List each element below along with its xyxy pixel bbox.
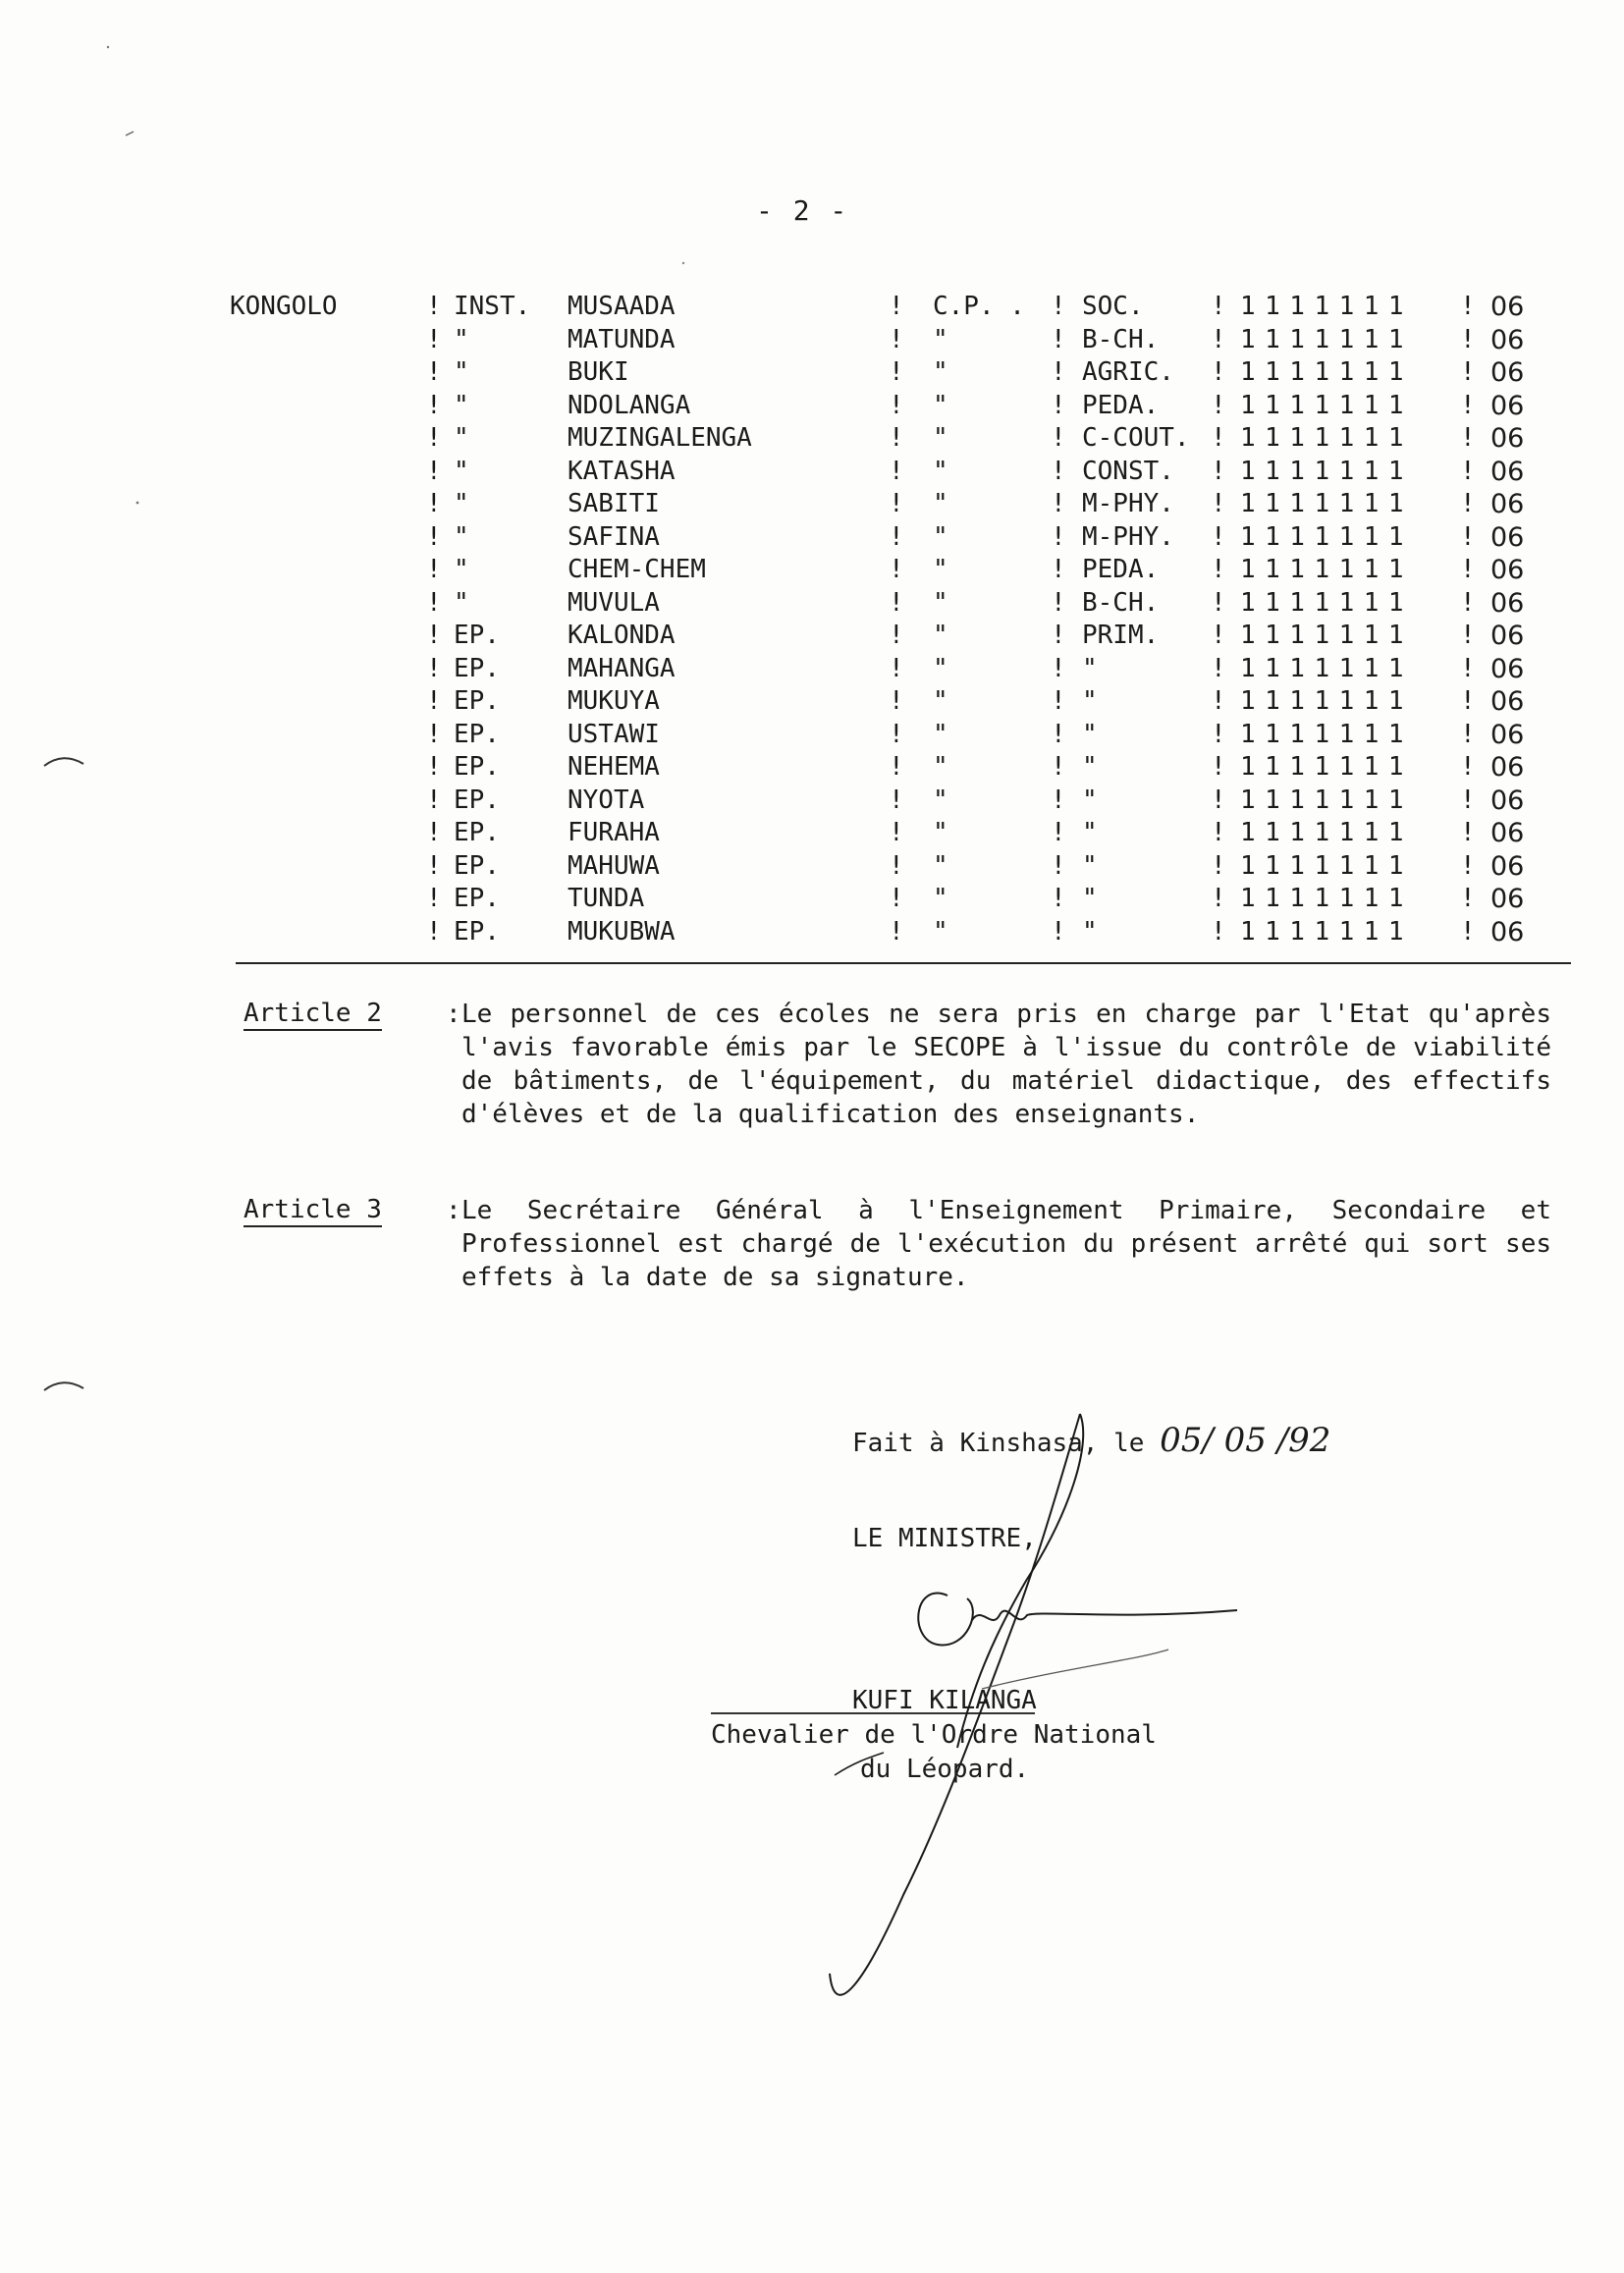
district-cell: KONGOLO (230, 292, 338, 321)
separator-cell: ! (1051, 916, 1066, 947)
school-type-cell: " (454, 324, 469, 354)
handwritten-date: 05/ 05 /92 (1160, 1421, 1331, 1460)
separator-cell: ! (426, 423, 442, 453)
article-2-separator: : (446, 1000, 461, 1029)
class-counts-cell: 1111111 (1240, 653, 1414, 683)
separator-cell: ! (1460, 456, 1476, 486)
separator-cell: ! (1211, 850, 1226, 881)
school-name-cell: MUZINGALENGA (568, 423, 752, 453)
total-cell: 06 (1490, 686, 1525, 717)
total-cell: 06 (1490, 850, 1525, 882)
regime-cell: " (933, 489, 948, 518)
school-name-cell: USTAWI (568, 719, 660, 749)
separator-cell: ! (1051, 357, 1066, 387)
separator-cell: ! (1051, 456, 1066, 486)
school-type-cell: EP. (454, 752, 500, 782)
separator-cell: ! (426, 850, 442, 881)
school-name-cell: NEHEMA (568, 752, 660, 782)
class-counts-cell: 1111111 (1240, 456, 1414, 486)
class-counts-cell: 1111111 (1240, 916, 1414, 947)
minister-honor-line-2: du Léopard. (860, 1755, 1030, 1784)
school-type-cell: EP. (454, 818, 500, 847)
class-counts-cell: 1111111 (1240, 390, 1414, 420)
section-cell: CONST. (1082, 456, 1174, 486)
total-cell: 06 (1490, 587, 1525, 619)
total-cell: 06 (1490, 292, 1525, 322)
regime-cell: C.P. . (933, 292, 1025, 321)
school-type-cell: " (454, 423, 469, 453)
regime-cell: " (933, 884, 948, 913)
regime-cell: " (933, 423, 948, 453)
school-name-cell: BUKI (568, 357, 629, 387)
class-counts-cell: 1111111 (1240, 292, 1414, 321)
regime-cell: " (933, 456, 948, 486)
total-cell: 06 (1490, 752, 1525, 783)
separator-cell: ! (1211, 785, 1226, 815)
school-name-cell: NYOTA (568, 785, 645, 815)
school-type-cell: " (454, 555, 469, 584)
minister-honor-line-1: Chevalier de l'Ordre National (711, 1720, 1157, 1750)
section-cell: C-COUT. (1082, 423, 1190, 453)
separator-cell: ! (426, 555, 442, 584)
page-number: - 2 - (756, 194, 849, 227)
school-name-cell: MAHUWA (568, 850, 660, 881)
separator-cell: ! (426, 916, 442, 947)
total-cell: 06 (1490, 555, 1525, 585)
regime-cell: " (933, 357, 948, 387)
separator-cell: ! (1460, 850, 1476, 881)
separator-cell: ! (889, 390, 904, 420)
separator-cell: ! (889, 357, 904, 387)
separator-cell: ! (889, 916, 904, 947)
article-3-label: Article 3 (244, 1194, 382, 1227)
regime-cell: " (933, 390, 948, 420)
separator-cell: ! (889, 850, 904, 881)
school-name-cell: CHEM-CHEM (568, 555, 706, 584)
section-cell: " (1082, 818, 1098, 847)
separator-cell: ! (1051, 587, 1066, 618)
separator-cell: ! (1460, 916, 1476, 947)
class-counts-cell: 1111111 (1240, 489, 1414, 518)
total-cell: 06 (1490, 456, 1525, 487)
separator-cell: ! (1460, 292, 1476, 321)
school-name-cell: MUKUBWA (568, 916, 676, 947)
separator-cell: ! (1460, 357, 1476, 387)
total-cell: 06 (1490, 357, 1525, 388)
total-cell: 06 (1490, 521, 1525, 553)
separator-cell: ! (1051, 555, 1066, 584)
class-counts-cell: 1111111 (1240, 884, 1414, 913)
regime-cell: " (933, 785, 948, 815)
school-type-cell: " (454, 390, 469, 420)
separator-cell: ! (1460, 785, 1476, 815)
separator-cell: ! (1211, 653, 1226, 683)
separator-cell: ! (426, 587, 442, 618)
minister-title: LE MINISTRE, (852, 1524, 1037, 1553)
total-cell: 06 (1490, 884, 1525, 914)
school-type-cell: " (454, 456, 469, 486)
class-counts-cell: 1111111 (1240, 621, 1414, 650)
separator-cell: ! (1211, 555, 1226, 584)
school-name-cell: MAHANGA (568, 653, 676, 683)
separator-cell: ! (1211, 489, 1226, 518)
separator-cell: ! (889, 292, 904, 321)
separator-cell: ! (889, 324, 904, 354)
separator-cell: ! (1211, 686, 1226, 716)
separator-cell: ! (1051, 489, 1066, 518)
school-name-cell: KATASHA (568, 456, 676, 486)
class-counts-cell: 1111111 (1240, 521, 1414, 552)
separator-cell: ! (1051, 850, 1066, 881)
class-counts-cell: 1111111 (1240, 324, 1414, 354)
separator-cell: ! (426, 489, 442, 518)
separator-cell: ! (1051, 686, 1066, 716)
separator-cell: ! (1051, 752, 1066, 782)
school-type-cell: " (454, 521, 469, 552)
school-name-cell: MUKUYA (568, 686, 660, 716)
separator-cell: ! (1460, 390, 1476, 420)
section-cell: " (1082, 653, 1098, 683)
separator-cell: ! (426, 719, 442, 749)
regime-cell: " (933, 324, 948, 354)
regime-cell: " (933, 850, 948, 881)
class-counts-cell: 1111111 (1240, 850, 1414, 881)
separator-cell: ! (889, 489, 904, 518)
separator-cell: ! (1460, 621, 1476, 650)
separator-cell: ! (426, 621, 442, 650)
school-type-cell: EP. (454, 916, 500, 947)
school-type-cell: EP. (454, 653, 500, 683)
separator-cell: ! (1211, 719, 1226, 749)
section-cell: " (1082, 916, 1098, 947)
separator-cell: ! (1211, 423, 1226, 453)
school-name-cell: SABITI (568, 489, 660, 518)
class-counts-cell: 1111111 (1240, 719, 1414, 749)
school-name-cell: MATUNDA (568, 324, 676, 354)
minister-name: KUFI KILANGA (852, 1686, 1037, 1715)
separator-cell: ! (1211, 456, 1226, 486)
school-type-cell: EP. (454, 850, 500, 881)
separator-cell: ! (1211, 390, 1226, 420)
school-type-cell: " (454, 357, 469, 387)
section-cell: " (1082, 850, 1098, 881)
school-type-cell: " (454, 489, 469, 518)
separator-cell: ! (1460, 423, 1476, 453)
regime-cell: " (933, 752, 948, 782)
separator-cell: ! (426, 521, 442, 552)
separator-cell: ! (1051, 818, 1066, 847)
separator-cell: ! (889, 521, 904, 552)
school-type-cell: EP. (454, 785, 500, 815)
article-3-text: Le Secrétaire Général à l'Enseignement Primaire, Secondaire et Professionnel est chargé de l'exécution du présent arrêté qui sort ses effets à la date de sa signature. (461, 1196, 1551, 1292)
regime-cell: " (933, 555, 948, 584)
separator-cell: ! (1211, 521, 1226, 552)
separator-cell: ! (1051, 719, 1066, 749)
separator-cell: ! (1051, 423, 1066, 453)
school-name-cell: SAFINA (568, 521, 660, 552)
separator-cell: ! (426, 324, 442, 354)
regime-cell: " (933, 521, 948, 552)
separator-cell: ! (1460, 521, 1476, 552)
school-name-cell: MUVULA (568, 587, 660, 618)
school-type-cell: EP. (454, 884, 500, 913)
total-cell: 06 (1490, 324, 1525, 355)
article-2-text: Le personnel de ces écoles ne sera pris en charge par l'Etat qu'après l'avis favorable émis par le SECOPE à l'issue du contrôle de viabilité de bâtiments, de l'équipement, du matériel didactique, des effectifs d'élèves et de la qualification des enseignants. (461, 1000, 1551, 1129)
separator-cell: ! (889, 785, 904, 815)
class-counts-cell: 1111111 (1240, 423, 1414, 453)
separator-cell: ! (1211, 621, 1226, 650)
school-name-cell: FURAHA (568, 818, 660, 847)
total-cell: 06 (1490, 719, 1525, 750)
section-cell: " (1082, 719, 1098, 749)
separator-cell: ! (1211, 324, 1226, 354)
separator-cell: ! (1460, 752, 1476, 782)
school-type-cell: INST. (454, 292, 531, 321)
section-cell: AGRIC. (1082, 357, 1174, 387)
school-name-cell: TUNDA (568, 884, 645, 913)
separator-cell: ! (426, 818, 442, 847)
section-cell: PEDA. (1082, 555, 1160, 584)
separator-cell: ! (426, 390, 442, 420)
section-cell: " (1082, 752, 1098, 782)
separator-cell: ! (1051, 621, 1066, 650)
school-name-cell: MUSAADA (568, 292, 676, 321)
separator-cell: ! (1051, 785, 1066, 815)
total-cell: 06 (1490, 785, 1525, 816)
separator-cell: ! (1460, 489, 1476, 518)
separator-cell: ! (426, 785, 442, 815)
separator-cell: ! (1211, 357, 1226, 387)
total-cell: 06 (1490, 489, 1525, 519)
section-cell: PRIM. (1082, 621, 1160, 650)
separator-cell: ! (889, 423, 904, 453)
separator-cell: ! (889, 621, 904, 650)
total-cell: 06 (1490, 621, 1525, 651)
article-3-separator: : (446, 1196, 461, 1225)
separator-cell: ! (426, 752, 442, 782)
separator-cell: ! (1211, 916, 1226, 947)
school-type-cell: " (454, 587, 469, 618)
section-cell: B-CH. (1082, 587, 1160, 618)
school-type-cell: EP. (454, 621, 500, 650)
separator-cell: ! (1460, 884, 1476, 913)
class-counts-cell: 1111111 (1240, 587, 1414, 618)
separator-cell: ! (1460, 555, 1476, 584)
regime-cell: " (933, 587, 948, 618)
total-cell: 06 (1490, 916, 1525, 947)
place-prefix: Fait à Kinshasa, le (852, 1429, 1161, 1458)
regime-cell: " (933, 818, 948, 847)
school-type-cell: EP. (454, 686, 500, 716)
separator-cell: ! (1051, 884, 1066, 913)
class-counts-cell: 1111111 (1240, 752, 1414, 782)
separator-cell: ! (1460, 587, 1476, 618)
separator-cell: ! (1051, 521, 1066, 552)
separator-cell: ! (889, 456, 904, 486)
regime-cell: " (933, 916, 948, 947)
separator-cell: ! (1460, 653, 1476, 683)
section-cell: M-PHY. (1082, 489, 1174, 518)
separator-cell: ! (426, 686, 442, 716)
separator-cell: ! (1051, 653, 1066, 683)
section-cell: " (1082, 884, 1098, 913)
school-name-cell: KALONDA (568, 621, 676, 650)
separator-cell: ! (1211, 292, 1226, 321)
regime-cell: " (933, 621, 948, 650)
total-cell: 06 (1490, 390, 1525, 421)
separator-cell: ! (1211, 752, 1226, 782)
class-counts-cell: 1111111 (1240, 686, 1414, 716)
separator-cell: ! (426, 653, 442, 683)
separator-cell: ! (1460, 324, 1476, 354)
total-cell: 06 (1490, 423, 1525, 454)
school-type-cell: EP. (454, 719, 500, 749)
separator-cell: ! (1460, 686, 1476, 716)
regime-cell: " (933, 719, 948, 749)
separator-cell: ! (426, 884, 442, 913)
separator-cell: ! (426, 456, 442, 486)
separator-cell: ! (889, 555, 904, 584)
section-cell: SOC. (1082, 292, 1144, 321)
separator-cell: ! (1051, 292, 1066, 321)
class-counts-cell: 1111111 (1240, 818, 1414, 847)
separator-cell: ! (1211, 884, 1226, 913)
total-cell: 06 (1490, 653, 1525, 684)
separator-cell: ! (889, 752, 904, 782)
section-cell: " (1082, 686, 1098, 716)
class-counts-cell: 1111111 (1240, 785, 1414, 815)
regime-cell: " (933, 686, 948, 716)
article-2-label: Article 2 (244, 998, 382, 1031)
school-name-cell: NDOLANGA (568, 390, 691, 420)
separator-cell: ! (1051, 324, 1066, 354)
class-counts-cell: 1111111 (1240, 357, 1414, 387)
separator-cell: ! (1211, 587, 1226, 618)
total-cell: 06 (1490, 818, 1525, 848)
separator-cell: ! (1460, 719, 1476, 749)
section-cell: B-CH. (1082, 324, 1160, 354)
regime-cell: " (933, 653, 948, 683)
separator-cell: ! (426, 292, 442, 321)
section-cell: PEDA. (1082, 390, 1160, 420)
separator-cell: ! (889, 884, 904, 913)
separator-cell: ! (889, 587, 904, 618)
separator-cell: ! (889, 653, 904, 683)
separator-cell: ! (1211, 818, 1226, 847)
separator-cell: ! (889, 686, 904, 716)
section-cell: " (1082, 785, 1098, 815)
separator-cell: ! (426, 357, 442, 387)
separator-cell: ! (1051, 390, 1066, 420)
separator-cell: ! (1460, 818, 1476, 847)
separator-cell: ! (889, 719, 904, 749)
separator-cell: ! (889, 818, 904, 847)
section-cell: M-PHY. (1082, 521, 1174, 552)
class-counts-cell: 1111111 (1240, 555, 1414, 584)
